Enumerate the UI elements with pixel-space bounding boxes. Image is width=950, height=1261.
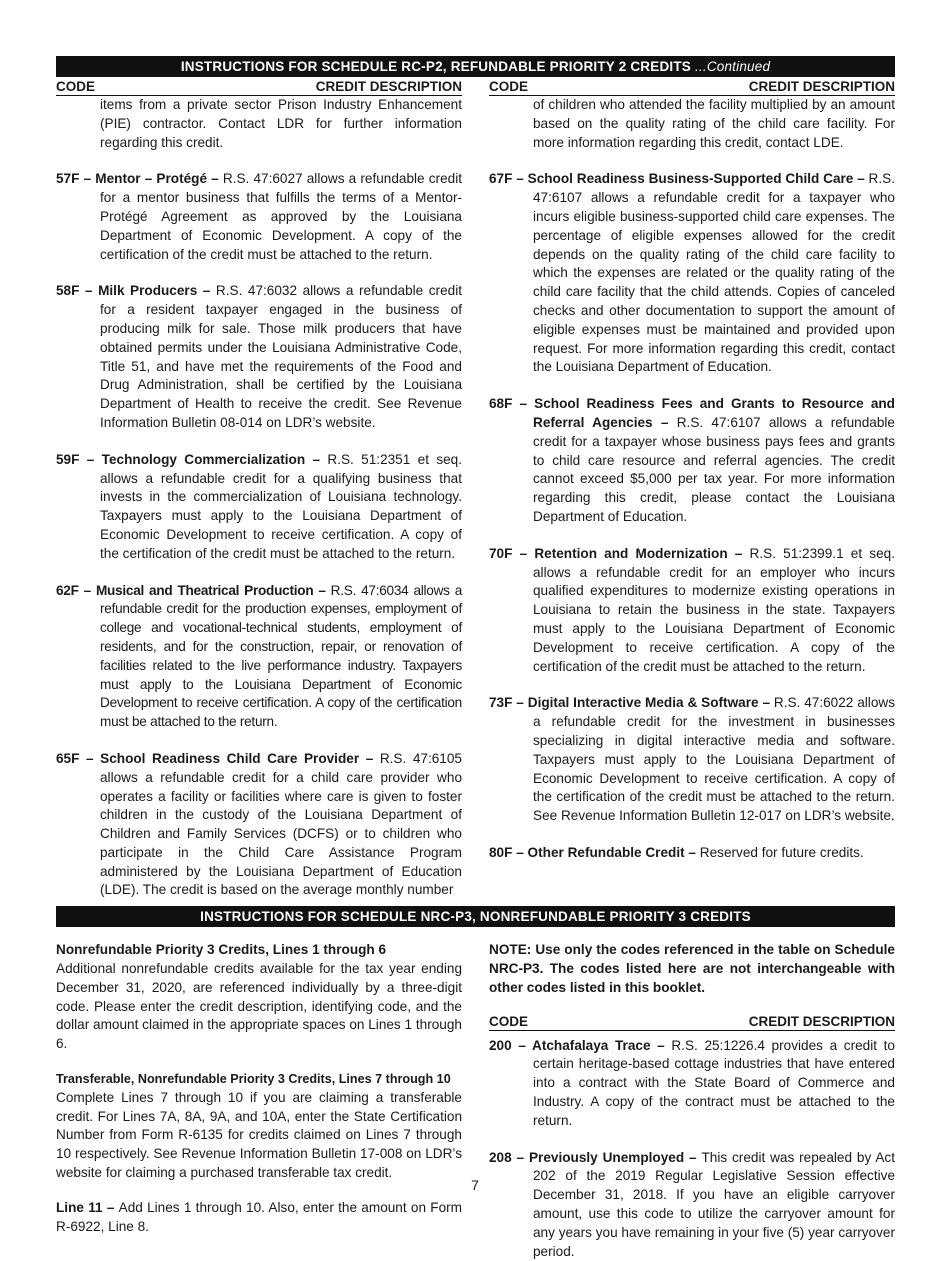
- section-text: Additional nonrefundable credits available for the tax year ending December 31, 2020, are referenced individually by a three-digit code. Please enter the credit description, identifying code, and the dollar amount claimed in the appropriate spaces on Lines 1 through 6.: [56, 961, 462, 1052]
- left-column: [56, 77, 462, 900]
- credit-entry-67f: 67F – School Readiness Business-Supported Child Care – R.S. 47:6107 allows a refundable credit for a taxpayer who incurs eligible business-supported child care expenses. The percentage of eligible expenses allowed for the credit depends on the quality rating of the child care facility to which the expenses are related or the quality rating of the child care facility that the child attends. Copies of canceled checks and other documentation to support the amount of eligible expenses must be maintained and provided upon request. For more information regarding this credit, contact the Louisiana Department of Education.: [489, 171, 895, 375]
- line-11-instruction: Line 11 – Add Lines 1 through 10. Also, enter the amount on Form R-6922, Line 8.: [56, 1199, 462, 1234]
- code-header: CODE: [489, 1013, 529, 1029]
- desc-header: CREDIT DESCRIPTION: [315, 79, 462, 94]
- credit-entry-208: 208 – Previously Unemployed – This credit was repealed by Act 202 of the 2019 Regular Legislative Session effective December 31, 2018. If you have an eligible carryover amount, use this code to utilize the carryover amount for any years you have remaining in your five (5) year carryover period.: [489, 1149, 896, 1259]
- right-intro: of children who attended the facility multiplied by an amount based on the quality rating of the child care facility. For more information regarding this credit, contact LDE.: [533, 97, 895, 150]
- section-title: Transferable, Nonrefundable Priority 3 Credits, Lines 7 through 10: [56, 1072, 451, 1087]
- rc-p2-header-bar: [56, 56, 895, 77]
- desc-header: CREDIT DESCRIPTION: [748, 1013, 895, 1029]
- desc-header: CREDIT DESCRIPTION: [748, 79, 895, 94]
- right-column: [489, 77, 895, 900]
- column-header: [489, 1012, 895, 1031]
- code-header: CODE: [56, 79, 96, 94]
- credit-entry-62f: 62F – Musical and Theatrical Production – R.S. 47:6034 allows a refundable credit for the production expenses, employment of college and vocational-technical students, employment of residents, and for the construction, repair, or renovation of facilities related to the live performance industry. Taxpayers must apply to the Louisiana Department of Economic Development to receive certification. A copy of the certification must be attached to the return.: [56, 582, 463, 730]
- page-number: 7: [471, 1177, 479, 1193]
- nrc-p3-columns: [56, 941, 895, 1261]
- credit-entry-200: 200 – Atchafalaya Trace – R.S. 25:1226.4 provides a credit to certain heritage-based cottage industries that have entered into a contract with the State Board of Commerce and Industry. A copy of the contract must be attached to the return.: [489, 1037, 895, 1128]
- credit-entry-59f: 59F – Technology Commercialization – R.S. 51:2351 et seq. allows a refundable credit for a qualifying business that invests in the commercialization of Louisiana technology. Taxpayers must apply to the Louisiana Department of Economic Development to receive certification. A copy of the certification of the credit must be attached to the return.: [56, 451, 463, 561]
- column-header: [56, 77, 462, 96]
- continued-label: ...Continued: [691, 59, 771, 74]
- section-title: Nonrefundable Priority 3 Credits, Lines 1 through 6: [56, 942, 387, 958]
- page: [56, 56, 895, 1261]
- code-header: CODE: [489, 79, 529, 94]
- rc-p2-title: INSTRUCTIONS FOR SCHEDULE RC-P2, REFUNDABLE PRIORITY 2 CREDITS: [180, 59, 692, 74]
- credit-entry-80f: 80F – Other Refundable Credit – Reserved for future credits.: [489, 844, 864, 860]
- nrc-left-column: [56, 941, 462, 1261]
- credit-entry-58f: 58F – Milk Producers – R.S. 47:6032 allows a refundable credit for a resident taxpayer engaged in the business of producing milk for sale. Those milk producers that have obtained permits under the Louisiana Administrative Code, Title 51, and have met the requirements of the Food and Drug Administration, shall be certified by the Louisiana Department of Health to receive the credit. See Revenue Information Bulletin 08-014 on LDR’s website.: [56, 283, 462, 430]
- nrc-right-column: [489, 941, 895, 1261]
- credit-entry-65f: 65F – School Readiness Child Care Provider – R.S. 47:6105 allows a refundable credit for a child care provider who operates a facility or facilities where care is given to foster children in the custody of the Louisiana Department of Children and Family Services (DCFS) or to children who participate in the Child Care Assistance Program administered by the Louisiana Department of Education (LDE). The credit is based on the average monthly number: [56, 750, 462, 898]
- credit-entry-57f: 57F – Mentor – Protégé – R.S. 47:6027 allows a refundable credit for a mentor business that fulfills the terms of a Mentor-Protégé Agreement as approved by the Louisiana Department of Economic Development. A copy of the certification of the credit must be attached to the return.: [56, 171, 462, 262]
- credit-entry-68f: 68F – School Readiness Fees and Grants to Resource and Referral Agencies – R.S. 47:6107 allows a refundable credit for a taxpayer whose business pays fees and grants to child care resource and referral agencies. The credit cannot exceed $5,000 per tax year. For more information regarding this credit, please contact the Louisiana Department of Education.: [489, 396, 895, 524]
- note-text: NOTE: Use only the codes referenced in the table on Schedule NRC-P3. The codes listed here are not interchangeable with other codes listed in this booklet.: [489, 942, 895, 995]
- nrc-p3-header-bar: [56, 906, 895, 927]
- credit-entry-70f: 70F – Retention and Modernization – R.S. 51:2399.1 et seq. allows a refundable credit for an employer who incurs qualified expenditures to modernize existing operations in Louisiana to retain the business in the state. Taxpayers must apply to the Louisiana Department of Economic Development to receive certification. A copy of the certification of the credit must be attached to the return.: [489, 545, 895, 674]
- nrc-p3-title: INSTRUCTIONS FOR SCHEDULE NRC-P3, NONREFUNDABLE PRIORITY 3 CREDITS: [200, 909, 751, 925]
- rc-p2-columns: [56, 77, 895, 900]
- section-text: Complete Lines 7 through 10 if you are claiming a transferable credit. For Lines 7A, 8A, 9A, and 10A, enter the State Certification Number from Form R-6135 for credits claimed on Lines 7 through 10 respectively. See Revenue Information Bulletin 17-008 on LDR’s website for claiming a purchased transferable tax credit.: [56, 1089, 462, 1181]
- column-header: [489, 77, 895, 96]
- credit-entry-73f: 73F – Digital Interactive Media & Software – R.S. 47:6022 allows a refundable credit for the investment in businesses specializing in digital interactive media and software. Taxpayers must apply to the Louisiana Department of Economic Development to receive certification. A copy of the certification of the credit must be attached to the return. See Revenue Information Bulletin 12-017 on LDR’s website.: [489, 695, 896, 824]
- left-intro: items from a private sector Prison Industry Enhancement (PIE) contractor. Contact LDR for further information regarding this credit.: [100, 97, 462, 150]
